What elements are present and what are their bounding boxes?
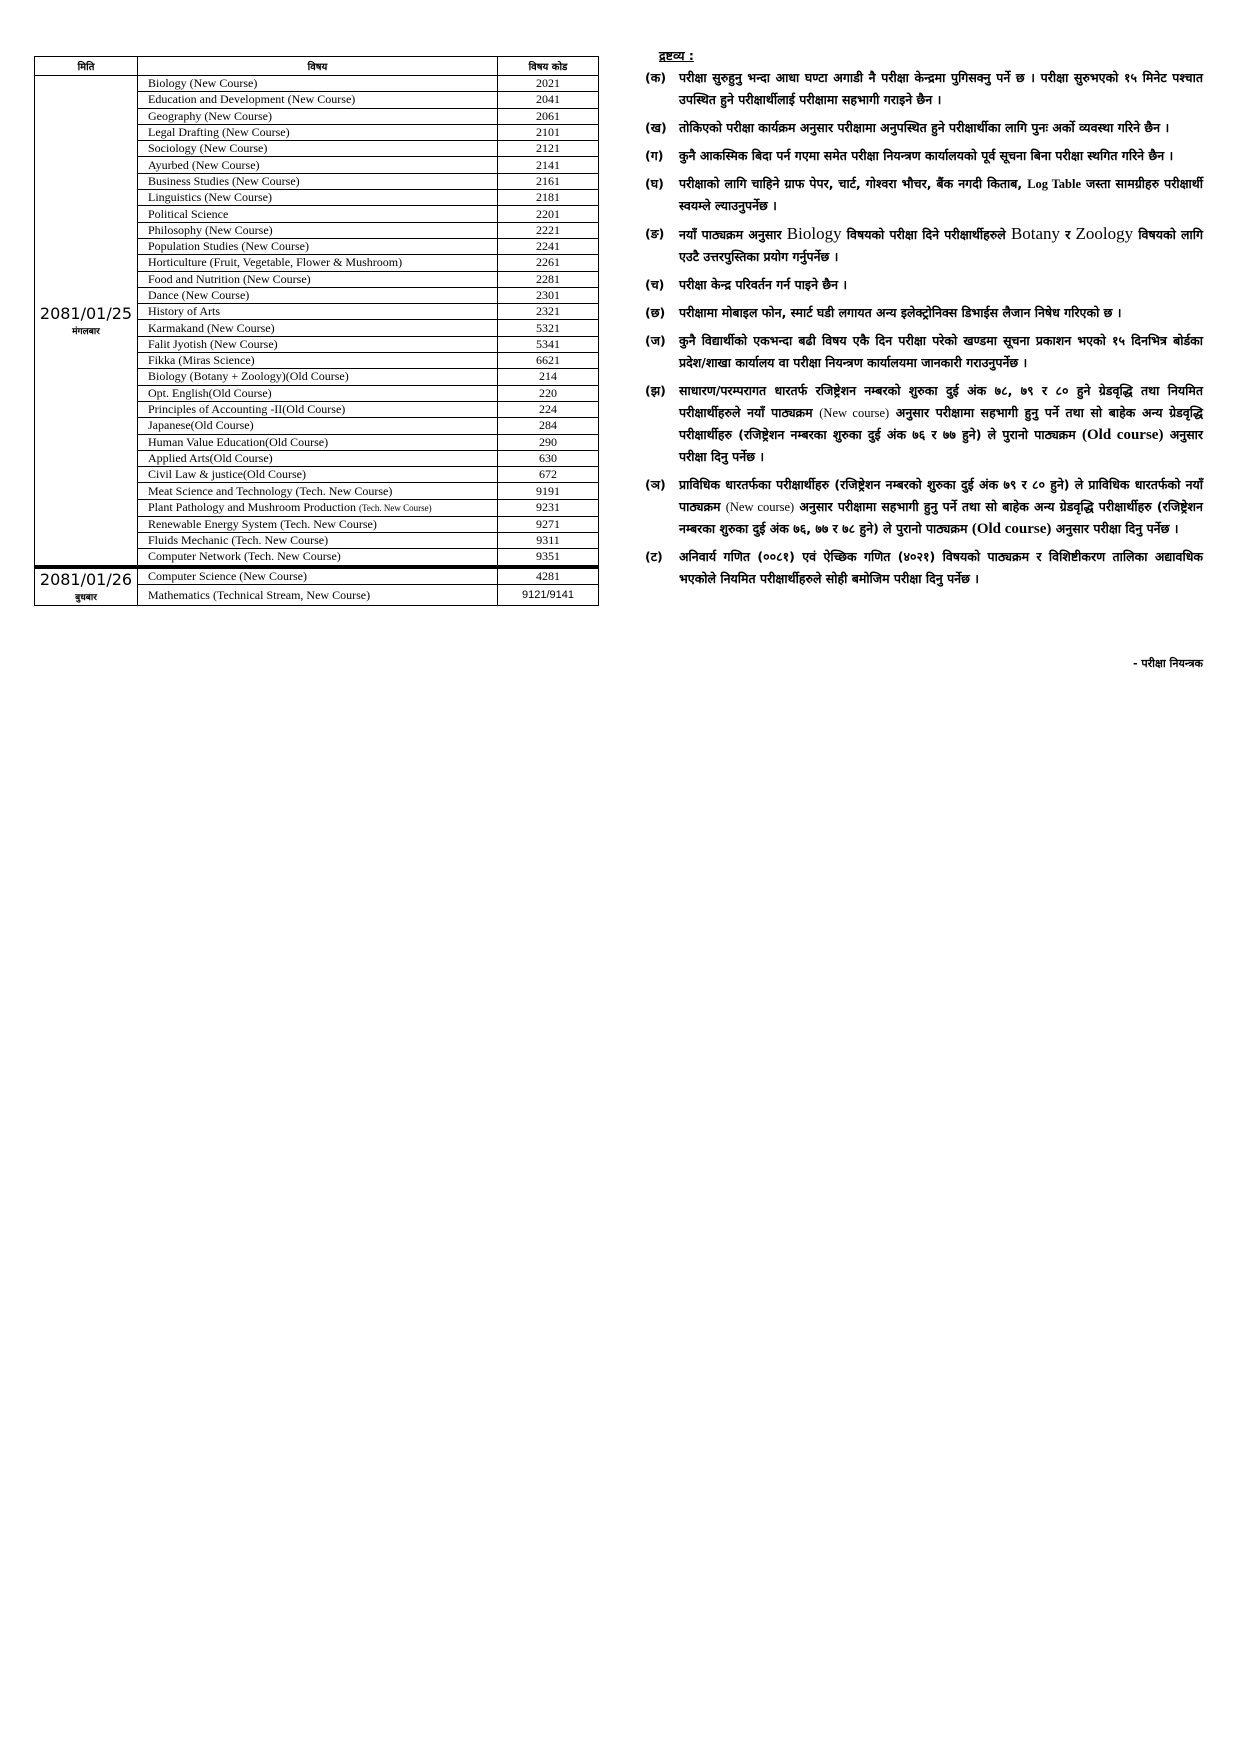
subject-name: Food and Nutrition (New Course) [148, 271, 311, 286]
subject-code: 2321 [498, 304, 599, 320]
note-marker: (ख) [645, 120, 667, 135]
subject-cell [138, 92, 498, 108]
subject-code: 9311 [498, 533, 599, 549]
note-text [679, 145, 1203, 167]
subject-name: Fluids Mechanic (Tech. New Course) [148, 533, 329, 548]
note-text-segment: अनुसार परीक्षा दिनु पर्नेछ । [679, 427, 1203, 464]
date-cell [35, 567, 138, 606]
subject-code: 2061 [498, 108, 599, 124]
subject-code: 2141 [498, 157, 599, 173]
subject-name: Philosophy (New Course) [148, 222, 273, 237]
subject-code: 2301 [498, 287, 599, 303]
subject-name: Political Science [148, 206, 229, 221]
subject-cell [138, 287, 498, 303]
subject-cell [138, 173, 498, 189]
note-text-segment: साधारण/परम्परागत धारतर्फ रजिष्ट्रेशन नम्बरको शुरुका दुई अंक ७८, ७९ र ८० हुने ग्रेडवृद्धि तथा नियमित परीक्षार्थीहरुले नयाँ पाठ्यक्रम [679, 383, 1203, 420]
subject-code: 2021 [498, 76, 599, 92]
subject-name: Ayurbed (New Course) [148, 157, 260, 172]
note-item [645, 117, 1203, 139]
note-text-segment: Biology [786, 224, 842, 243]
subject-note: (Tech. New Course) [359, 502, 432, 513]
note-text-segment: कुनै आकस्मिक बिदा पर्न गएमा समेत परीक्षा नियन्त्रण कार्यालयको पूर्व सूचना बिना परीक्षा स्थगित गरिने छैन । [679, 148, 1174, 163]
subject-cell [138, 304, 498, 320]
date-cell [35, 76, 138, 567]
subject-code: 214 [498, 369, 599, 385]
subject-code: 224 [498, 401, 599, 417]
note-text-segment: Zoology [1075, 224, 1134, 243]
subject-name: Horticulture (Fruit, Vegetable, Flower & Mushroom) [148, 255, 403, 270]
subject-cell [138, 336, 498, 352]
subject-cell [138, 499, 498, 516]
table-row [35, 567, 599, 585]
subject-name: Applied Arts(Old Course) [148, 450, 273, 465]
note-marker: (झ) [645, 383, 666, 398]
exam-date: 2081/01/26 [39, 570, 133, 590]
subject-code: 9121/9141 [498, 584, 599, 605]
exam-schedule-table [34, 56, 599, 606]
note-item [645, 223, 1203, 268]
note-text [679, 474, 1203, 540]
subject-code: 630 [498, 450, 599, 466]
subject-cell [138, 108, 498, 124]
subject-cell [138, 483, 498, 499]
table-header-row [35, 57, 599, 76]
subject-cell [138, 206, 498, 222]
note-text-segment: तोकिएको परीक्षा कार्यक्रम अनुसार परीक्षामा अनुपस्थित हुने परीक्षार्थीका लागि पुनः अर्को व्यवस्था गरिने छैन । [679, 120, 1170, 135]
subject-code: 9231 [498, 499, 599, 516]
note-marker: (ग) [645, 148, 664, 163]
subject-code: 9191 [498, 483, 599, 499]
subject-name: Computer Science (New Course) [148, 568, 307, 583]
note-text-segment: Botany [1010, 224, 1061, 243]
subject-name: Computer Network (Tech. New Course) [148, 549, 341, 564]
note-text [679, 546, 1203, 590]
subject-name: Biology (New Course) [148, 76, 258, 91]
note-text-segment: परीक्षा केन्द्र परिवर्तन गर्न पाइने छैन । [679, 277, 848, 292]
note-item [645, 173, 1203, 217]
subject-code: 290 [498, 434, 599, 450]
note-text-segment: अनुसार परीक्षामा सहभागी हुनु पर्ने तथा सो बाहेक अन्य ग्रेडवृद्धि परीक्षार्थीहरु (रजिष्ट्रेशन नम्बरका शुरुका दुई अंक ७६, ७७ र ७८ हुने) ले पुरानो पाठ्यक्रम [679, 499, 1203, 536]
note-text [679, 67, 1203, 111]
subject-cell [138, 271, 498, 287]
subject-name: Biology (Botany + Zoology)(Old Course) [148, 369, 349, 384]
note-marker: (ङ) [645, 226, 665, 241]
note-item [645, 474, 1203, 540]
note-marker: (घ) [645, 176, 664, 191]
note-text [679, 302, 1203, 324]
subject-code: 2121 [498, 141, 599, 157]
notes-title: द्रष्टव्य : [659, 48, 694, 63]
note-text [679, 330, 1203, 374]
note-item [645, 274, 1203, 296]
note-text-segment: परीक्षाको लागि चाहिने ग्राफ पेपर, चार्ट, गोश्वरा भौचर, बैंक नगदी किताब, [679, 176, 1028, 191]
subject-code: 2241 [498, 238, 599, 254]
subject-name: Fikka (Miras Science) [148, 353, 255, 368]
subject-code: 5321 [498, 320, 599, 336]
note-text-segment: विषयको लागि एउटै उत्तरपुस्तिका प्रयोग गर्नुपर्नेछ । [679, 227, 1203, 264]
note-item [645, 145, 1203, 167]
subject-cell [138, 369, 498, 385]
subject-cell [138, 320, 498, 336]
note-text-segment: विषयको परीक्षा दिने परीक्षार्थीहरुले [841, 227, 1011, 242]
note-text-segment: नयाँ पाठ्यक्रम अनुसार [679, 227, 787, 242]
note-marker: (ज) [645, 333, 666, 348]
note-text-segment: (New course) [819, 406, 890, 420]
note-item [645, 302, 1203, 324]
subject-cell [138, 222, 498, 238]
note-item [645, 546, 1203, 590]
subject-name: Principles of Accounting -II(Old Course) [148, 402, 346, 417]
exam-date: 2081/01/25 [39, 303, 133, 323]
note-item [645, 380, 1203, 468]
note-text-segment: प्राविधिक धारतर्फका परीक्षार्थीहरु (रजिष्ट्रेशन नम्बरको शुरुका दुई अंक ७९ र ८० हुने) ले प्राविधिक धारतर्फको नयाँ पाठ्यक्रम [679, 477, 1203, 514]
note-item [645, 330, 1203, 374]
subject-cell [138, 124, 498, 140]
note-marker: (ट) [645, 549, 663, 564]
subject-code: 2201 [498, 206, 599, 222]
subject-name: Civil Law & justice(Old Course) [148, 467, 306, 482]
subject-code: 5341 [498, 336, 599, 352]
note-text-segment: (Old course) [971, 521, 1052, 537]
note-text-segment: अनुसार परीक्षामा सहभागी हुनु पर्ने तथा सो बाहेक अन्य ग्रेडवृद्धि परीक्षार्थीहरु (रजिष्ट्रेशन नम्बरका शुरुका दुई अंक ७६ र ७७ हुने) ले पुरानो पाठ्यक्रम [679, 405, 1203, 442]
note-text [679, 117, 1203, 139]
subject-name: Meat Science and Technology (Tech. New Course) [148, 483, 393, 498]
subject-code: 4281 [498, 567, 599, 585]
signature: - परीक्षा नियन्त्रक [1133, 657, 1203, 670]
subject-code: 2041 [498, 92, 599, 108]
subject-cell [138, 401, 498, 417]
subject-code: 9351 [498, 549, 599, 567]
note-text-segment: जस्ता सामग्रीहरु परीक्षार्थी स्वयम्ले ल्याउनुपर्नेछ । [679, 176, 1203, 213]
note-text-segment: परीक्षा सुरुहुनु भन्दा आधा घण्टा अगाडी नै परीक्षा केन्द्रमा पुगिसक्नु पर्ने छ । परीक्षा सुरुभएको १५ मिनेट पश्चात उपस्थित हुने परीक्षार्थीलाई परीक्षामा सहभागी गराइने छैन । [679, 70, 1203, 107]
notes-list [645, 67, 1203, 590]
subject-name: History of Arts [148, 304, 220, 319]
note-text-segment: र [1060, 227, 1076, 242]
note-text-segment: Log Table [1027, 177, 1082, 191]
subject-cell [138, 255, 498, 271]
subject-code: 2221 [498, 222, 599, 238]
subject-name: Falit Jyotish (New Course) [148, 336, 278, 351]
note-marker: (छ) [645, 305, 666, 320]
note-marker: (ञ) [645, 477, 666, 492]
subject-name: Renewable Energy System (Tech. New Course) [148, 516, 377, 531]
note-text-segment: अनुसार परीक्षा दिनु पर्नेछ । [1051, 521, 1179, 536]
subject-cell [138, 516, 498, 532]
subject-cell [138, 450, 498, 466]
subject-cell [138, 584, 498, 605]
subject-cell [138, 549, 498, 567]
subject-name: Sociology (New Course) [148, 141, 268, 156]
note-text-segment: (New course) [725, 500, 795, 514]
subject-name: Business Studies (New Course) [148, 173, 300, 188]
table-row [35, 76, 599, 92]
header-code: विषय कोड [498, 57, 599, 76]
subject-code: 220 [498, 385, 599, 401]
subject-code: 6621 [498, 353, 599, 369]
subject-code: 2281 [498, 271, 599, 287]
table-body [35, 76, 599, 606]
subject-cell [138, 467, 498, 483]
subject-name: Japanese(Old Course) [148, 418, 254, 433]
subject-cell [138, 141, 498, 157]
subject-name: Karmakand (New Course) [148, 320, 275, 335]
subject-name: Linguistics (New Course) [148, 190, 272, 205]
subject-cell [138, 418, 498, 434]
note-text [679, 223, 1203, 268]
note-text-segment: अनिवार्य गणित (००८१) एवं ऐच्छिक गणित (४०२१) विषयको पाठ्यक्रम र विशिष्टीकरण तालिका अद्यावधिक भएकोले नियमित परीक्षार्थीहरुले सोही बमोजिम परीक्षा दिनु पर्नेछ । [679, 549, 1203, 586]
exam-day: मंगलबार [72, 326, 100, 337]
note-marker: (क) [645, 70, 667, 85]
subject-cell [138, 385, 498, 401]
subject-cell [138, 434, 498, 450]
subject-name: Legal Drafting (New Course) [148, 125, 290, 140]
subject-cell [138, 567, 498, 585]
subject-cell [138, 190, 498, 206]
note-text-segment: परीक्षामा मोबाइल फोन, स्मार्ट घडी लगायत अन्य इलेक्ट्रोनिक्स डिभाईस लैजान निषेध गरिएको छ । [679, 305, 1122, 320]
note-text [679, 274, 1203, 296]
subject-code: 672 [498, 467, 599, 483]
subject-name: Dance (New Course) [148, 288, 250, 302]
subject-name: Plant Pathology and Mushroom Production [148, 499, 356, 514]
subject-name: Education and Development (New Course) [148, 92, 356, 107]
note-text-segment: कुनै विद्यार्थीको एकभन्दा बढी विषय एकै दिन परीक्षा परेको खण्डमा सूचना प्रकाशन भएको १५ दिनभित्र बोर्डका प्रदेश/शाखा कार्यालय वा परीक्षा नियन्त्रण कार्यालयमा जानकारी गराउनुपर्नेछ । [679, 333, 1203, 370]
notes-section [645, 48, 1203, 596]
note-text-segment: (Old course) [1082, 427, 1164, 443]
subject-cell [138, 533, 498, 549]
subject-cell [138, 353, 498, 369]
subject-cell [138, 157, 498, 173]
subject-name: Population Studies (New Course) [148, 239, 309, 254]
subject-code: 9271 [498, 516, 599, 532]
note-marker: (च) [645, 277, 665, 292]
subject-code: 2261 [498, 255, 599, 271]
subject-name: Opt. English(Old Course) [148, 385, 272, 400]
note-text [679, 173, 1203, 217]
subject-name: Geography (New Course) [148, 108, 272, 123]
subject-name: Mathematics (Technical Stream, New Course) [148, 587, 371, 602]
subject-code: 2161 [498, 173, 599, 189]
subject-name: Human Value Education(Old Course) [148, 434, 329, 449]
header-subject: विषय [138, 57, 498, 76]
subject-cell [138, 238, 498, 254]
note-text [679, 380, 1203, 468]
header-date: मिति [35, 57, 138, 76]
subject-code: 2101 [498, 124, 599, 140]
subject-code: 284 [498, 418, 599, 434]
exam-day: बुधबार [75, 593, 97, 604]
subject-code: 2181 [498, 190, 599, 206]
subject-cell [138, 76, 498, 92]
note-item [645, 67, 1203, 111]
